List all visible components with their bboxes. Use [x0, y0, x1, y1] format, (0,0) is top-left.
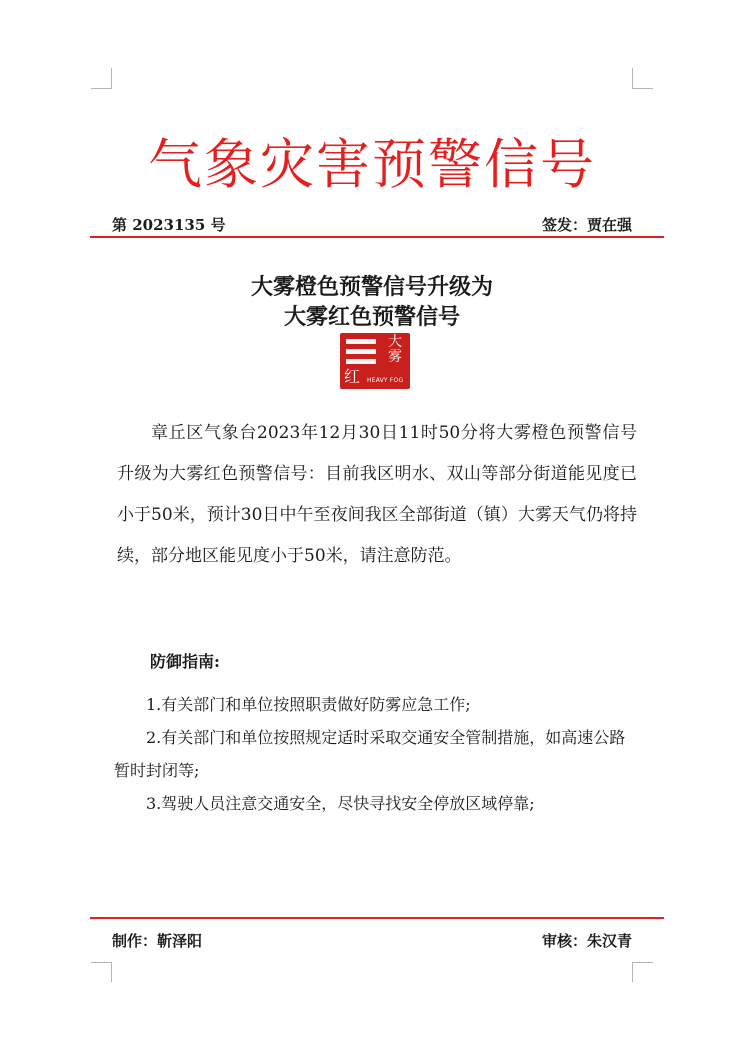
guidance-item: 2.有关部门和单位按照规定适时采取交通安全管制措施，如高速公路暂时封闭等;: [114, 728, 626, 780]
guidance-item: 1.有关部门和单位按照职责做好防雾应急工作;: [146, 695, 471, 714]
fog-bar-1: [346, 339, 376, 344]
headline-line-2: 大雾红色预警信号: [283, 304, 460, 330]
header-divider: [90, 236, 664, 238]
warning-body-paragraph: 章丘区气象台2023年12月30日11时50分将大雾橙色预警信号升级为大雾红色预警信号：目前我区明水、双山等部分街道能见度已小于50米，预计30日中午至夜间我区全部街道（镇）大雾天气仍将持续，部分地区能见度小于50米，请注意防范。: [117, 423, 637, 566]
heavy-fog-red-warning-icon: [340, 333, 410, 389]
sign-label-char-2: 雾: [388, 349, 402, 365]
fog-bar-2: [346, 349, 376, 354]
sign-label-char-1: 大: [388, 334, 402, 350]
crop-mark-bottom-right-horizontal: [632, 962, 653, 963]
guidance-title: 防御指南:: [150, 652, 220, 671]
crop-mark-top-right-vertical: [632, 68, 633, 88]
crop-mark-top-left-vertical: [111, 68, 112, 88]
headline-line-1: 大雾橙色预警信号升级为: [250, 274, 493, 300]
crop-mark-bottom-right-vertical: [632, 962, 633, 982]
crop-mark-bottom-left-vertical: [111, 962, 112, 982]
guidance-list: [114, 688, 634, 820]
footer-row: [112, 928, 632, 952]
banner-title: 气象灾害预警信号: [148, 133, 596, 196]
issuer: 签发：贾在强: [541, 215, 632, 234]
sign-english-label: HEAVY FOG: [367, 377, 404, 384]
issue-number: 第 2023135 号: [112, 215, 226, 234]
sign-color-char: 红: [344, 367, 361, 386]
footer-divider: [90, 917, 664, 919]
producer: 制作：靳泽阳: [112, 931, 203, 950]
reviewer: 审核：朱汉青: [541, 931, 632, 950]
fog-bar-3: [346, 359, 376, 364]
issue-info-row: [112, 212, 632, 236]
crop-mark-top-right-horizontal: [632, 88, 653, 89]
crop-mark-top-left-horizontal: [91, 88, 112, 89]
crop-mark-bottom-left-horizontal: [91, 962, 112, 963]
guidance-item: 3.驾驶人员注意交通安全，尽快寻找安全停放区域停靠;: [146, 794, 535, 813]
